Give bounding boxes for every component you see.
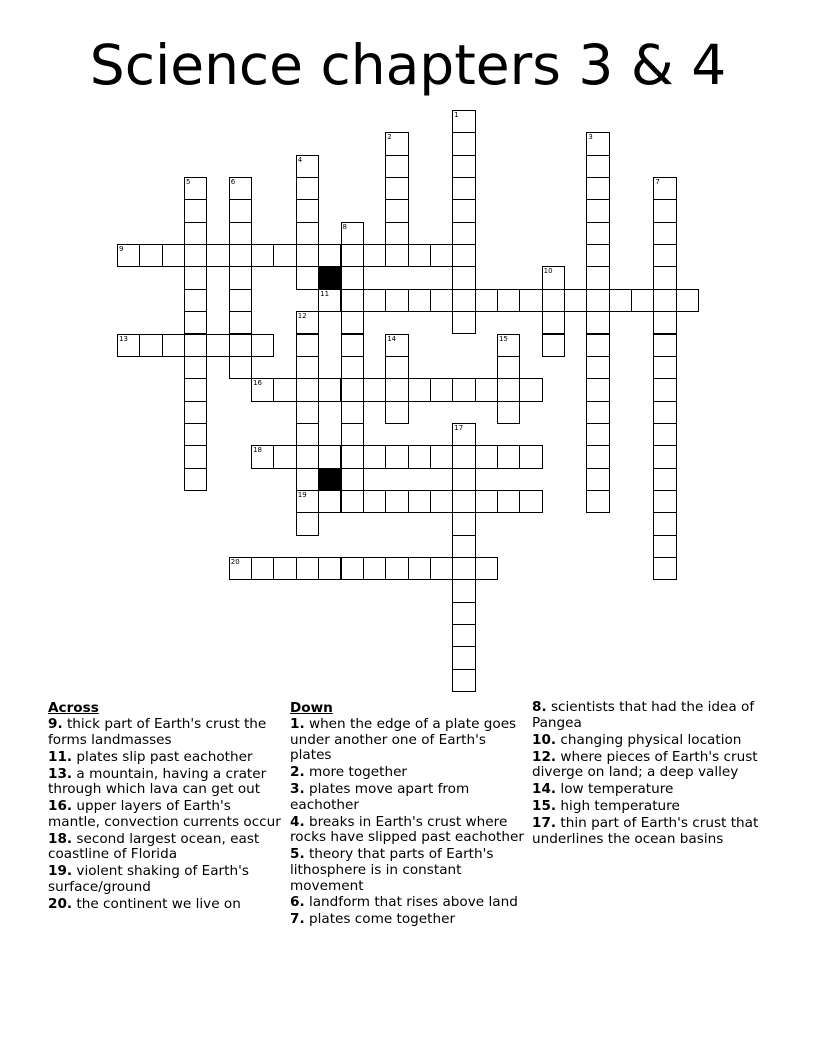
clue-item (532, 782, 770, 798)
clue-text: low temperature (560, 781, 674, 798)
grid-cell[interactable] (653, 490, 676, 513)
grid-cell[interactable] (653, 356, 676, 379)
grid-cell[interactable] (430, 557, 453, 580)
grid-cell[interactable] (452, 624, 475, 647)
grid-cell[interactable] (251, 334, 274, 357)
down-clues (290, 700, 528, 929)
grid-cell[interactable] (653, 334, 676, 357)
clue-number: 14. (532, 781, 557, 798)
clue-number: 3. (290, 781, 305, 798)
grid-cell[interactable] (408, 289, 431, 312)
grid-cell[interactable] (542, 311, 565, 334)
grid-cell[interactable] (631, 289, 654, 312)
grid-cell[interactable] (341, 266, 364, 289)
grid-cell[interactable] (117, 334, 140, 357)
grid-cell[interactable] (653, 266, 676, 289)
grid-cell[interactable] (519, 445, 542, 468)
page-title: Science chapters 3 & 4 (89, 33, 727, 97)
grid-cell[interactable] (341, 289, 364, 312)
clue-number: 11. (48, 748, 73, 765)
grid-cell[interactable] (586, 445, 609, 468)
grid-cell[interactable] (296, 490, 319, 513)
grid-cell[interactable] (452, 222, 475, 245)
grid-cell[interactable] (653, 535, 676, 558)
cell-number: 15 (498, 334, 508, 343)
grid-cell[interactable] (452, 468, 475, 491)
grid-cell[interactable] (475, 445, 498, 468)
grid-cell[interactable] (385, 177, 408, 200)
cell-number: 13 (119, 334, 128, 343)
grid-cell[interactable] (586, 490, 609, 513)
grid-cell[interactable] (653, 557, 676, 580)
grid-cell[interactable] (430, 244, 453, 267)
clue-text: thick part of Earth's crust the forms landmasses (48, 716, 267, 748)
grid-cell[interactable] (497, 356, 520, 379)
grid-cell[interactable] (408, 445, 431, 468)
grid-cell[interactable] (184, 199, 207, 222)
grid-cell[interactable] (184, 311, 207, 334)
cell-number: 11 (320, 289, 330, 298)
clue-text: the continent we live on (76, 895, 241, 912)
grid-cell[interactable] (586, 132, 609, 155)
grid-cell[interactable] (542, 266, 565, 289)
across-heading: Across (48, 700, 99, 716)
cell-number: 1 (454, 111, 459, 119)
grid-cell[interactable] (184, 401, 207, 424)
grid-cell[interactable] (653, 311, 676, 334)
grid-cell[interactable] (184, 378, 207, 401)
grid-cell[interactable] (385, 334, 408, 357)
clue-item (290, 912, 528, 928)
clue-item (532, 816, 770, 847)
clue-number: 8. (532, 699, 547, 715)
clue-item (48, 767, 286, 798)
grid-cell[interactable] (363, 244, 386, 267)
grid-cell[interactable] (475, 557, 498, 580)
grid-cell[interactable] (229, 266, 252, 289)
clue-item (290, 782, 528, 813)
grid-cell[interactable] (341, 334, 364, 357)
grid-cell[interactable] (475, 289, 498, 312)
grid-cell[interactable] (363, 289, 386, 312)
grid-cell[interactable] (296, 311, 319, 334)
grid-cell[interactable] (452, 602, 475, 625)
grid-cell[interactable] (653, 289, 676, 312)
grid-cell[interactable] (519, 490, 542, 513)
clue-item (290, 815, 528, 846)
clue-number: 1. (290, 716, 305, 732)
grid-cell[interactable] (296, 155, 319, 178)
grid-cell[interactable] (385, 155, 408, 178)
grid-cell[interactable] (452, 289, 475, 312)
clue-number: 2. (290, 764, 305, 781)
grid-cell[interactable] (184, 244, 207, 267)
clue-text: changing physical location (560, 731, 742, 748)
grid-cell[interactable] (341, 378, 364, 401)
grid-cell[interactable] (385, 490, 408, 513)
grid-cell[interactable] (363, 445, 386, 468)
grid-cell[interactable] (229, 222, 252, 245)
clue-text: violent shaking of Earth's surface/ground (48, 863, 249, 895)
grid-cell[interactable] (452, 177, 475, 200)
clue-text: plates move apart from eachother (290, 781, 470, 813)
cell-number: 7 (655, 178, 660, 187)
clue-item (48, 897, 286, 913)
grid-cell[interactable] (586, 334, 609, 357)
down-clues-continued (532, 700, 770, 849)
grid-cell[interactable] (497, 378, 520, 401)
cell-number: 19 (297, 490, 307, 499)
clue-number: 19. (48, 863, 73, 880)
grid-cell[interactable] (296, 445, 319, 468)
grid-cell[interactable] (341, 468, 364, 491)
grid-cell[interactable] (273, 557, 296, 580)
grid-cell[interactable] (676, 289, 699, 312)
grid-cell[interactable] (206, 244, 229, 267)
grid-cell[interactable] (385, 445, 408, 468)
grid-cell[interactable] (452, 199, 475, 222)
grid-cell[interactable] (229, 334, 252, 357)
grid-cell[interactable] (586, 378, 609, 401)
grid-cell[interactable] (430, 289, 453, 312)
grid-cell[interactable] (184, 468, 207, 491)
grid-cell[interactable] (318, 244, 341, 267)
grid-cell[interactable] (184, 334, 207, 357)
clue-text: scientists that had the idea of Pangea (532, 699, 755, 731)
clue-number: 5. (290, 846, 305, 863)
cell-number: 9 (119, 245, 124, 254)
cell-number: 6 (230, 178, 236, 187)
grid-cell[interactable] (653, 222, 676, 245)
grid-cell[interactable] (452, 423, 475, 446)
grid-cell[interactable] (318, 490, 341, 513)
grid-cell[interactable] (296, 334, 319, 357)
grid-cell[interactable] (586, 266, 609, 289)
grid-cell[interactable] (408, 557, 431, 580)
grid-cell[interactable] (586, 289, 609, 312)
grid-cell[interactable] (229, 311, 252, 334)
cell-number: 17 (454, 423, 464, 432)
grid-cell[interactable] (653, 401, 676, 424)
grid-cell[interactable] (452, 557, 475, 580)
grid-cell[interactable] (296, 423, 319, 446)
grid-cell[interactable] (564, 289, 587, 312)
grid-cell[interactable] (341, 356, 364, 379)
clue-number: 15. (532, 798, 557, 815)
cell-number: 14 (387, 334, 397, 343)
down-heading: Down (290, 700, 333, 716)
grid-cell[interactable] (430, 445, 453, 468)
grid-cell[interactable] (452, 579, 475, 602)
clue-item (48, 832, 286, 863)
grid-cell[interactable] (363, 378, 386, 401)
cell-number: 20 (230, 558, 240, 566)
grid-cell[interactable] (162, 244, 185, 267)
clue-item (48, 864, 286, 895)
grid-cell[interactable] (452, 378, 475, 401)
grid-cell[interactable] (341, 222, 364, 245)
grid-cell[interactable] (229, 199, 252, 222)
grid-cell[interactable] (653, 468, 676, 491)
clue-number: 12. (532, 748, 557, 765)
grid-cell[interactable] (385, 557, 408, 580)
grid-cell[interactable] (296, 557, 319, 580)
clue-number: 18. (48, 830, 73, 847)
grid-cell[interactable] (452, 244, 475, 267)
grid-cell[interactable] (385, 401, 408, 424)
grid-cell[interactable] (229, 289, 252, 312)
grid-cell[interactable] (229, 557, 252, 580)
clue-item (290, 765, 528, 781)
grid-cell[interactable] (341, 311, 364, 334)
clue-text: landform that rises above land (308, 894, 518, 911)
grid-cell[interactable] (430, 490, 453, 513)
cell-number: 18 (253, 446, 263, 455)
clue-item (532, 700, 770, 731)
grid-cell[interactable] (452, 490, 475, 513)
grid-cell[interactable] (139, 334, 162, 357)
grid-cell[interactable] (653, 199, 676, 222)
grid-cell[interactable] (452, 132, 475, 155)
grid-cell[interactable] (206, 334, 229, 357)
grid-cell[interactable] (229, 356, 252, 379)
grid-cell[interactable] (341, 445, 364, 468)
clue-text: second largest ocean, east coastline of Florida (48, 830, 260, 863)
grid-cell[interactable] (273, 378, 296, 401)
cell-number: 12 (297, 312, 307, 321)
clue-text: plates come together (308, 911, 456, 928)
clue-text: plates slip past eachother (76, 748, 253, 765)
cell-number: 10 (543, 267, 553, 276)
grid-cell[interactable] (452, 512, 475, 535)
grid-cell[interactable] (296, 266, 319, 289)
clue-text: theory that parts of Earth's lithosphere is in constant movement (290, 846, 494, 894)
grid-cell[interactable] (251, 445, 274, 468)
grid-cell[interactable] (542, 289, 565, 312)
grid-cell[interactable] (497, 490, 520, 513)
clue-number: 9. (48, 716, 63, 732)
cell-number: 2 (387, 133, 392, 142)
clue-text: high temperature (560, 798, 680, 815)
grid-cell[interactable] (117, 244, 140, 267)
grid-cell[interactable] (586, 177, 609, 200)
grid-cell[interactable] (341, 244, 364, 267)
grid-cell[interactable] (184, 423, 207, 446)
clue-text: more together (308, 764, 408, 781)
grid-cell[interactable] (318, 289, 341, 312)
grid-cell[interactable] (318, 557, 341, 580)
grid-cell[interactable] (296, 199, 319, 222)
grid-cell[interactable] (452, 155, 475, 178)
grid-cell[interactable] (184, 266, 207, 289)
grid-cell[interactable] (318, 445, 341, 468)
grid-cell[interactable] (452, 311, 475, 334)
clue-number: 20. (48, 895, 73, 912)
grid-cell[interactable] (586, 311, 609, 334)
grid-cell[interactable] (251, 557, 274, 580)
grid-cell[interactable] (519, 378, 542, 401)
grid-cell[interactable] (542, 334, 565, 357)
grid-cell[interactable] (653, 244, 676, 267)
grid-cell[interactable] (184, 445, 207, 468)
clue-item (532, 733, 770, 749)
grid-cell[interactable] (430, 378, 453, 401)
grid-cell[interactable] (139, 244, 162, 267)
grid-cell[interactable] (475, 378, 498, 401)
grid-cell[interactable] (385, 199, 408, 222)
grid-cell[interactable] (273, 244, 296, 267)
clue-number: 10. (532, 731, 557, 748)
grid-cell[interactable] (408, 244, 431, 267)
grid-cell[interactable] (162, 334, 185, 357)
clue-item (532, 750, 770, 781)
grid-cell[interactable] (452, 266, 475, 289)
grid-cell[interactable] (385, 132, 408, 155)
grid-cell[interactable] (296, 512, 319, 535)
grid-cell[interactable] (586, 356, 609, 379)
cell-number: 3 (588, 133, 593, 142)
grid-cell[interactable] (653, 512, 676, 535)
clue-text: where pieces of Earth's crust diverge on land; a deep valley (532, 748, 758, 781)
grid-cell[interactable] (251, 378, 274, 401)
clue-number: 17. (532, 815, 557, 832)
grid-cell[interactable] (184, 222, 207, 245)
clue-item (48, 717, 286, 748)
clue-number: 6. (290, 894, 305, 911)
grid-cell[interactable] (452, 110, 475, 133)
grid-cell[interactable] (586, 423, 609, 446)
grid-cell[interactable] (586, 155, 609, 178)
grid-cell[interactable] (296, 177, 319, 200)
across-clues (48, 700, 286, 914)
grid-cell[interactable] (296, 401, 319, 424)
grid-cell[interactable] (296, 244, 319, 267)
grid-cell[interactable] (497, 445, 520, 468)
clue-text: upper layers of Earth's mantle, convection currents occur (48, 798, 281, 830)
grid-cell[interactable] (497, 401, 520, 424)
clue-item (48, 750, 286, 766)
clue-number: 16. (48, 798, 73, 815)
grid-cell[interactable] (586, 199, 609, 222)
grid-cell[interactable] (385, 356, 408, 379)
clue-number: 7. (290, 911, 305, 928)
grid-cell[interactable] (341, 401, 364, 424)
grid-cell[interactable] (385, 289, 408, 312)
grid-cell[interactable] (341, 490, 364, 513)
grid-cell[interactable] (341, 557, 364, 580)
grid-cell[interactable] (519, 289, 542, 312)
grid-cell[interactable] (296, 222, 319, 245)
clue-text: thin part of Earth's crust that underlines the ocean basins (532, 815, 759, 847)
clue-item (48, 799, 286, 830)
grid-cell[interactable] (452, 535, 475, 558)
clue-text: a mountain, having a crater through which lava can get out (48, 765, 267, 798)
grid-cell[interactable] (184, 177, 207, 200)
grid-cell[interactable] (251, 244, 274, 267)
grid-cell[interactable] (385, 244, 408, 267)
grid-cell[interactable] (586, 401, 609, 424)
grid-cell[interactable] (341, 423, 364, 446)
cell-number: 8 (342, 222, 347, 231)
grid-cell[interactable] (273, 445, 296, 468)
grid-cell[interactable] (586, 222, 609, 245)
grid-cell[interactable] (586, 468, 609, 491)
clue-text: when the edge of a plate goes under another one of Earth's plates (290, 716, 517, 764)
clue-item (290, 717, 528, 764)
grid-cell[interactable] (497, 289, 520, 312)
grid-cell[interactable] (296, 356, 319, 379)
grid-cell[interactable] (363, 557, 386, 580)
grid-cell[interactable] (296, 378, 319, 401)
grid-cell[interactable] (385, 222, 408, 245)
grid-cell[interactable] (229, 244, 252, 267)
grid-cell[interactable] (452, 669, 475, 692)
grid-cell[interactable] (408, 490, 431, 513)
grid-cell[interactable] (229, 177, 252, 200)
grid-cell[interactable] (475, 490, 498, 513)
grid-cell[interactable] (452, 445, 475, 468)
clue-item (290, 895, 528, 911)
cell-number: 16 (253, 379, 263, 388)
black-cell (318, 266, 341, 289)
clue-item (290, 847, 528, 894)
clue-item (532, 799, 770, 815)
grid-cell[interactable] (653, 378, 676, 401)
grid-cell[interactable] (609, 289, 632, 312)
grid-cell[interactable] (318, 378, 341, 401)
grid-cell[interactable] (385, 378, 408, 401)
cell-number: 5 (186, 178, 191, 187)
clue-number: 13. (48, 765, 73, 782)
grid-cell[interactable] (653, 177, 676, 200)
grid-cell[interactable] (653, 445, 676, 468)
grid-cell[interactable] (184, 356, 207, 379)
grid-cell[interactable] (184, 289, 207, 312)
grid-cell[interactable] (363, 490, 386, 513)
grid-cell[interactable] (497, 334, 520, 357)
grid-cell[interactable] (586, 244, 609, 267)
grid-cell[interactable] (408, 378, 431, 401)
grid-cell[interactable] (653, 423, 676, 446)
clue-text: breaks in Earth's crust where rocks have slipped past eachother (290, 813, 524, 846)
clue-number: 4. (290, 813, 305, 830)
grid-cell[interactable] (452, 646, 475, 669)
grid-cell[interactable] (296, 468, 319, 491)
black-cell (318, 468, 341, 491)
cell-number: 4 (297, 155, 303, 164)
